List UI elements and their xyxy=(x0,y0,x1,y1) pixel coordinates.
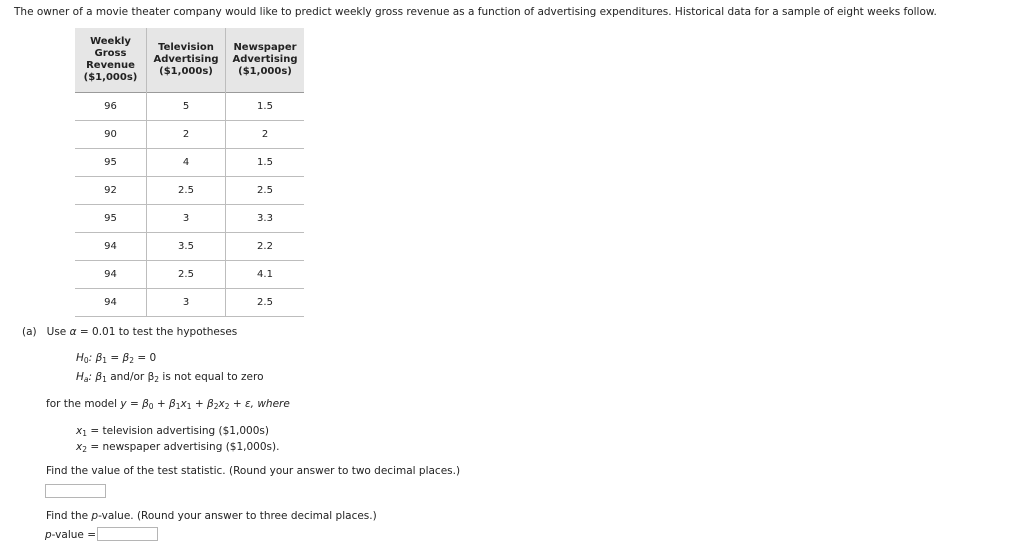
cell-newspaper: 4.1 xyxy=(226,261,305,289)
p-value-prompt: Find the p-value. (Round your answer to three decimal places.) xyxy=(46,510,377,522)
x2-definition: $x_2$ = newspaper advertising ($1,000s). xyxy=(76,441,280,454)
cell-revenue: 94 xyxy=(75,289,147,317)
x1-definition: $x_1$ = television advertising ($1,000s) xyxy=(76,425,269,438)
cell-revenue: 92 xyxy=(75,177,147,205)
regression-model: for the model $y = \beta_0 + \beta_1x_1 + \beta_2x_2 + \varepsilon$, where xyxy=(46,398,290,411)
data-table xyxy=(75,28,304,317)
table-row xyxy=(75,233,304,261)
header-newspaper-advertising: Newspaper Advertising ($1,000s) xyxy=(226,28,305,93)
cell-newspaper: 2.5 xyxy=(226,177,305,205)
cell-television: 3 xyxy=(147,289,226,317)
table-row xyxy=(75,121,304,149)
cell-revenue: 94 xyxy=(75,261,147,289)
cell-newspaper: 2.5 xyxy=(226,289,305,317)
cell-television: 3.5 xyxy=(147,233,226,261)
table-row xyxy=(75,149,304,177)
problem-intro: The owner of a movie theater company would like to predict weekly gross revenue as a function of advertising expenditures. Historical data for a sample of eight weeks follow. xyxy=(14,6,937,18)
header-weekly-gross-revenue: Weekly Gross Revenue ($1,000s) xyxy=(75,28,147,93)
cell-revenue: 95 xyxy=(75,149,147,177)
cell-newspaper: 2 xyxy=(226,121,305,149)
null-hypothesis: $H_0$: $\beta_1 = \beta_2 = 0$ xyxy=(76,352,157,365)
cell-television: 4 xyxy=(147,149,226,177)
cell-revenue: 95 xyxy=(75,205,147,233)
cell-television: 2 xyxy=(147,121,226,149)
alpha-symbol: α xyxy=(69,326,77,338)
cell-newspaper: 1.5 xyxy=(226,93,305,121)
table-row xyxy=(75,93,304,121)
test-statistic-input[interactable] xyxy=(45,484,106,498)
p-value-label: p-value = xyxy=(45,529,96,541)
table-row xyxy=(75,205,304,233)
header-television-advertising: Television Advertising ($1,000s) xyxy=(147,28,226,93)
cell-television: 5 xyxy=(147,93,226,121)
cell-newspaper: 3.3 xyxy=(226,205,305,233)
part-a-line: (a) Use α = 0.01 to test the hypotheses xyxy=(22,326,238,338)
cell-newspaper: 1.5 xyxy=(226,149,305,177)
table-row xyxy=(75,177,304,205)
cell-revenue: 94 xyxy=(75,233,147,261)
table-header-row xyxy=(75,28,304,93)
table-row xyxy=(75,261,304,289)
cell-revenue: 90 xyxy=(75,121,147,149)
part-a-label: (a) xyxy=(22,326,37,338)
cell-television: 2.5 xyxy=(147,177,226,205)
cell-television: 3 xyxy=(147,205,226,233)
cell-newspaper: 2.2 xyxy=(226,233,305,261)
cell-revenue: 96 xyxy=(75,93,147,121)
test-statistic-prompt: Find the value of the test statistic. (Round your answer to two decimal places.) xyxy=(46,465,461,477)
table-row xyxy=(75,289,304,317)
p-value-input[interactable] xyxy=(97,527,158,541)
alternative-hypothesis: $H_a$: $\beta_1$ and/or $\beta_2$ is not equal to zero xyxy=(76,371,264,384)
cell-television: 2.5 xyxy=(147,261,226,289)
